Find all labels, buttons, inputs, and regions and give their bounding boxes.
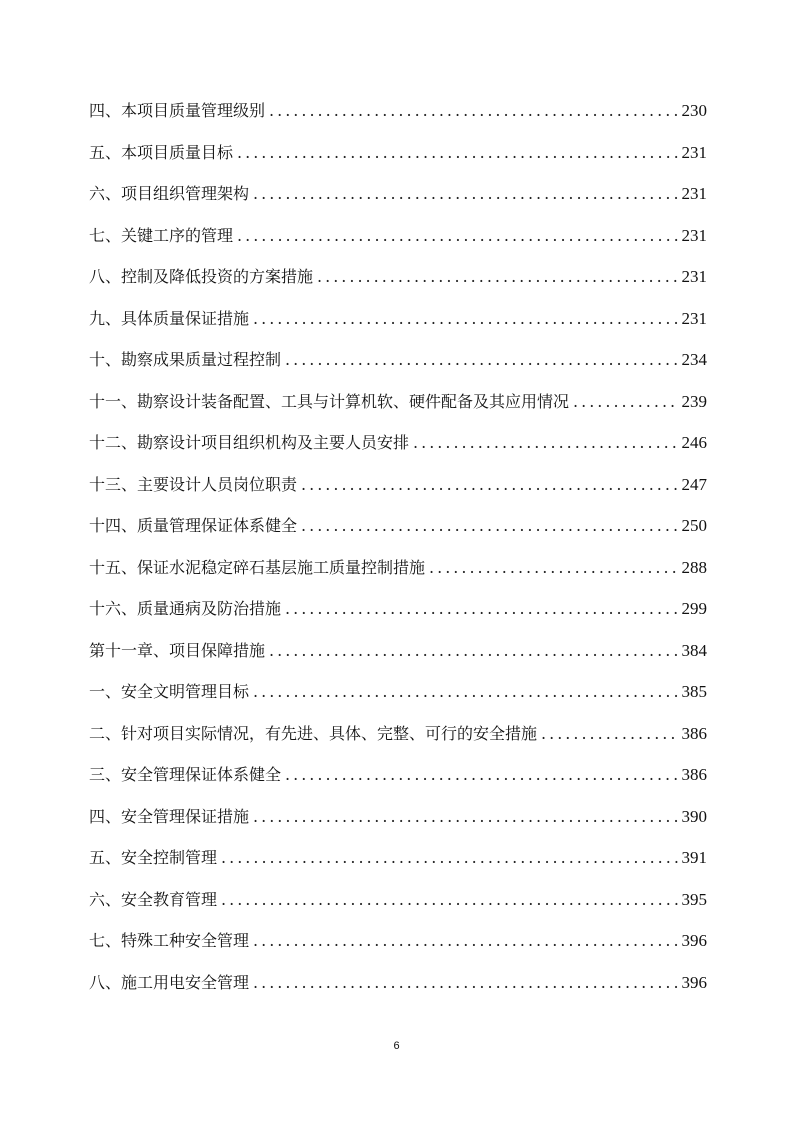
toc-entry[interactable] — [89, 306, 707, 348]
toc-entry-title: 十二、勘察设计项目组织机构及主要人员安排 — [89, 433, 410, 452]
dot-leader — [237, 223, 677, 249]
toc-entry-page: 231 — [681, 308, 707, 328]
toc-entry-title: 五、安全控制管理 — [89, 848, 218, 867]
toc-entry[interactable] — [89, 679, 707, 721]
toc-entry[interactable] — [89, 928, 707, 970]
toc-entry[interactable] — [89, 264, 707, 306]
toc-entry[interactable] — [89, 887, 707, 929]
toc-entry-page: 231 — [681, 184, 707, 203]
dot-leader — [253, 928, 677, 954]
toc-entry[interactable] — [89, 140, 707, 182]
toc-entry[interactable] — [89, 472, 707, 514]
toc-entry-page: 396 — [681, 931, 707, 950]
toc-entry-title: 十三、主要设计人员岗位职责 — [89, 474, 298, 494]
toc-entry-title: 三、安全管理保证体系健全 — [89, 765, 282, 784]
toc-entry-title: 六、项目组织管理架构 — [89, 184, 250, 203]
toc-entry[interactable] — [89, 389, 707, 431]
dot-leader — [269, 638, 677, 664]
dot-leader — [237, 140, 677, 166]
toc-entry-page: 246 — [681, 433, 707, 452]
toc-entry-title: 八、施工用电安全管理 — [89, 972, 250, 992]
toc-entry-title: 八、控制及降低投资的方案措施 — [89, 267, 314, 286]
toc-entry-page: 247 — [681, 474, 707, 494]
dot-leader — [285, 762, 677, 788]
toc-entry[interactable] — [89, 430, 707, 472]
toc-entry[interactable] — [89, 98, 707, 140]
toc-entry-title: 十六、质量通病及防治措施 — [89, 599, 282, 618]
toc-entry[interactable] — [89, 555, 707, 597]
dot-leader — [221, 845, 677, 871]
toc-entry-page: 239 — [681, 391, 707, 411]
toc-entry-page: 391 — [681, 848, 707, 867]
toc-entry-title: 二、针对项目实际情况，有先进、具体、完整、可行的安全措施 — [89, 723, 538, 743]
dot-leader — [253, 181, 677, 207]
toc-entry-title: 四、本项目质量管理级别 — [89, 101, 266, 120]
toc-entry-page: 230 — [681, 101, 707, 120]
toc-entry-title: 七、特殊工种安全管理 — [89, 931, 250, 950]
toc-entry-title: 一、安全文明管理目标 — [89, 682, 250, 701]
toc-entry-page: 386 — [681, 723, 707, 743]
dot-leader — [573, 389, 677, 415]
toc-entry-page: 395 — [681, 889, 707, 909]
toc-entry-title: 十、勘察成果质量过程控制 — [89, 350, 282, 369]
toc-entry-page: 288 — [681, 557, 707, 577]
toc-entry-page: 250 — [681, 516, 707, 535]
toc-entry-page: 231 — [681, 267, 707, 286]
dot-leader — [285, 347, 677, 373]
toc-entry-title: 四、安全管理保证措施 — [89, 806, 250, 826]
dot-leader — [285, 596, 677, 622]
toc-entry-title: 六、安全教育管理 — [89, 889, 218, 909]
dot-leader — [301, 472, 677, 498]
toc-entry-title: 七、关键工序的管理 — [89, 225, 234, 245]
dot-leader — [269, 98, 677, 124]
dot-leader — [253, 306, 677, 332]
dot-leader — [541, 721, 677, 747]
toc-entry-page: 396 — [681, 972, 707, 992]
toc-entry-title: 九、具体质量保证措施 — [89, 308, 250, 328]
dot-leader — [253, 970, 677, 996]
toc-entry[interactable] — [89, 513, 707, 555]
dot-leader — [413, 430, 677, 456]
toc-entry-page: 386 — [681, 765, 707, 784]
toc-entry-page: 385 — [681, 682, 707, 701]
table-of-contents — [89, 98, 707, 1011]
dot-leader — [317, 264, 677, 290]
toc-entry[interactable] — [89, 970, 707, 1012]
dot-leader — [429, 555, 677, 581]
toc-entry-page: 231 — [681, 142, 707, 162]
toc-entry[interactable] — [89, 596, 707, 638]
dot-leader — [253, 804, 677, 830]
toc-entry-title: 十五、保证水泥稳定碎石基层施工质量控制措施 — [89, 557, 426, 577]
toc-entry[interactable] — [89, 804, 707, 846]
toc-entry[interactable] — [89, 762, 707, 804]
toc-entry[interactable] — [89, 181, 707, 223]
dot-leader — [253, 679, 677, 705]
page-number: 6 — [393, 1040, 400, 1052]
toc-entry[interactable] — [89, 223, 707, 265]
toc-entry-page: 384 — [681, 640, 707, 660]
toc-entry-page: 234 — [681, 350, 707, 369]
toc-entry-page: 390 — [681, 806, 707, 826]
toc-entry-title: 五、本项目质量目标 — [89, 142, 234, 162]
dot-leader — [301, 513, 677, 539]
dot-leader — [221, 887, 677, 913]
toc-entry-title: 十四、质量管理保证体系健全 — [89, 516, 298, 535]
toc-entry[interactable] — [89, 721, 707, 763]
toc-entry-title: 十一、勘察设计装备配置、工具与计算机软、硬件配备及其应用情况 — [89, 391, 570, 411]
toc-entry[interactable] — [89, 638, 707, 680]
toc-entry[interactable] — [89, 845, 707, 887]
toc-entry-page: 231 — [681, 225, 707, 245]
toc-entry-title: 第十一章、项目保障措施 — [89, 640, 266, 660]
toc-entry[interactable] — [89, 347, 707, 389]
toc-entry-page: 299 — [681, 599, 707, 618]
